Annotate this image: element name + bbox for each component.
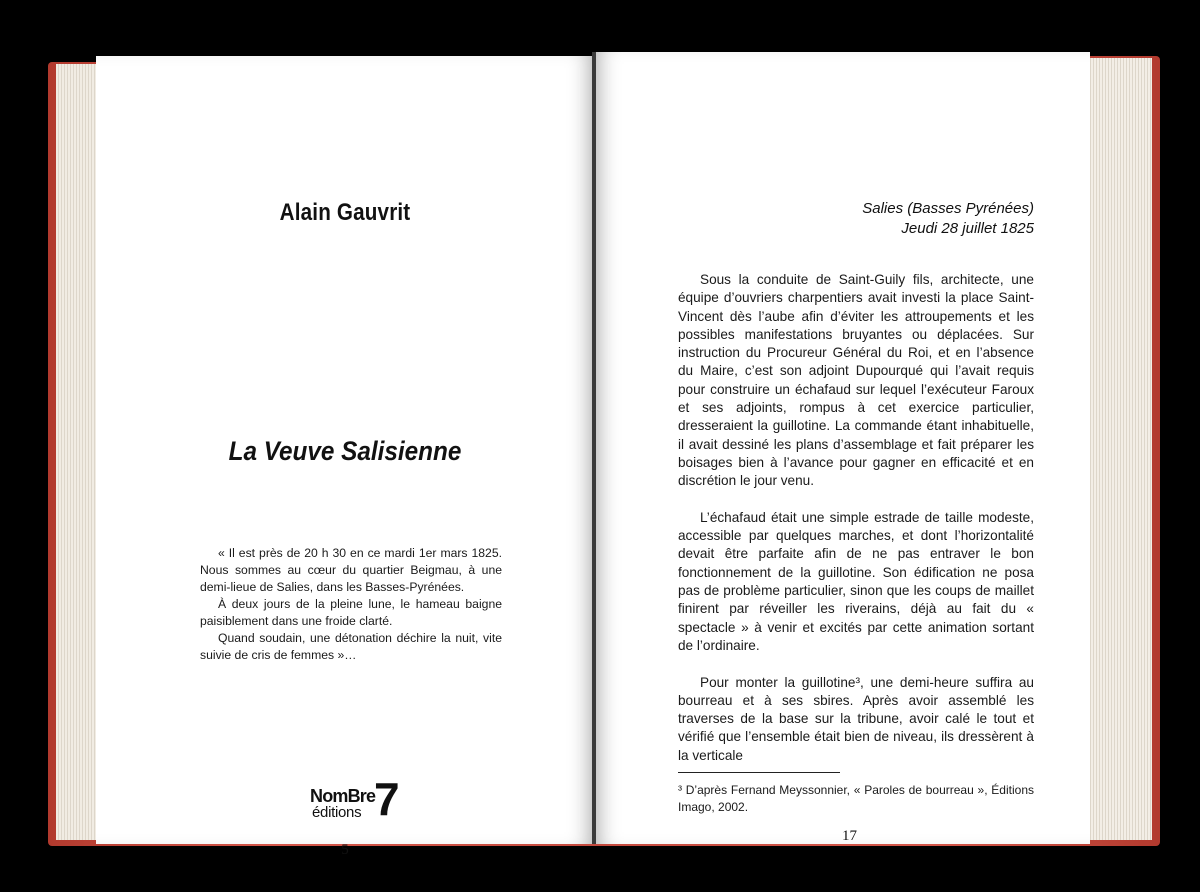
right-page — [594, 52, 1090, 844]
book-gutter — [592, 52, 596, 844]
page-edges-right — [1090, 58, 1152, 840]
blurb-paragraph: À deux jours de la pleine lune, le hameau baigne paisiblement dans une froide clarté. — [200, 597, 502, 628]
publisher-logo — [310, 773, 410, 826]
body-paragraph: Pour monter la guillotine³, une demi-heure suffira au bourreau et à ses sbires. Après avoir assemblé les traverses de la base sur la tribune, avoir calé le tout et vérifié que l’ensemble était bien de niveau, ils dressèrent à la verticale — [678, 674, 1034, 763]
footnote-divider — [678, 772, 840, 773]
body-paragraph: L’échafaud était une simple estrade de taille modeste, accessible par quelques marches, et dont l’horizontalité devait être parfaite afin de ne pas entraver le bon fonctionnement de la guillotine. Son édification ne posa pas de problème particulier, sinon que les coups de maillet finirent par réveiller les riverains, déjà au fait du « spectacle » à venir et excités par cette animation sortant de l’ordinaire. — [678, 509, 1034, 653]
author-name: Alain Gauvrit — [279, 199, 411, 226]
chapter-header-place: Salies (Basses Pyrénées) — [862, 200, 1034, 217]
book-title: La Veuve Salisienne — [228, 436, 462, 466]
blurb-paragraph: Quand soudain, une détonation déchire la nuit, vite suivie de cris de femmes »… — [200, 631, 502, 662]
blurb — [200, 545, 502, 664]
left-page — [96, 56, 594, 858]
body-text — [678, 271, 1034, 783]
footnote: ³ D’après Fernand Meyssonnier, « Paroles de bourreau », Éditions Imago, 2002. — [678, 783, 1034, 814]
body-paragraph: Sous la conduite de Saint-Guily fils, architecte, une équipe d’ouvriers charpentiers avait investi la place Saint-Vincent dès l’aube afin d’éviter les attroupements et les possibles manifestations bruyantes ou déplacées. Sur instruction du Procureur Général du Roi, et en l’absence du Maire, c’est son adjoint Dupourqué qui l’avait requis pour construire un échafaud sur lequel l’exécuteur Faroux et ses adjoints, rompus à cet exercice particulier, dresseraient la guillotine. La commande étant inhabituelle, il avait dessiné les plans d’assemblage et fait préparer les boisages bien à l’avance pour gagner en efficacité et en discrétion le jour venu. — [678, 272, 1034, 489]
blurb-paragraph: « Il est près de 20 h 30 en ce mardi 1er mars 1825. Nous sommes au cœur du quartier Beigmau, à une demi-lieue de Salies, dans les Basses-Pyrénées. — [200, 546, 502, 594]
page-number-left: 5 — [341, 842, 349, 858]
logo-subtitle: éditions — [312, 804, 362, 821]
logo-wordmark: NomBre — [310, 786, 376, 806]
logo-number: 7 — [374, 773, 400, 825]
page-number-right: 17 — [842, 828, 857, 844]
chapter-header-date: Jeudi 28 juillet 1825 — [901, 220, 1034, 237]
